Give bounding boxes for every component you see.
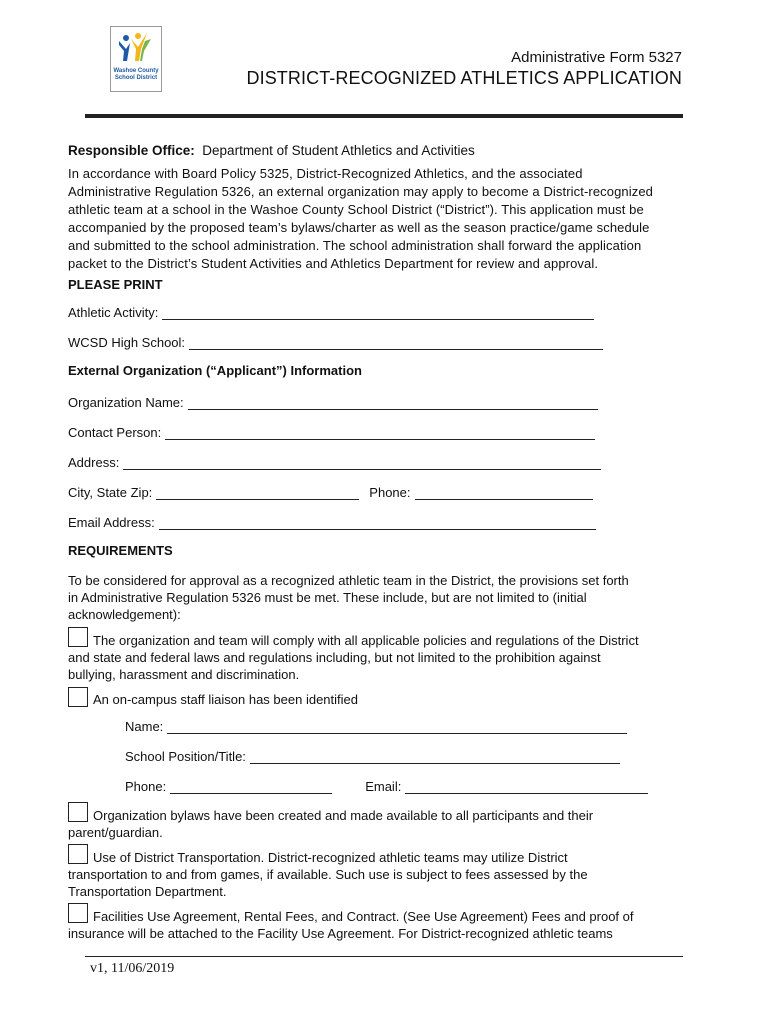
- liaison-name-field[interactable]: [167, 721, 627, 734]
- intro-line: and submitted to the school administration. The school administration shall forward the application: [68, 238, 642, 253]
- requirement-line: parent/guardian.: [68, 825, 163, 840]
- liaison-name-row: [125, 716, 627, 734]
- requirement-line: An on-campus staff liaison has been identified: [93, 692, 358, 707]
- requirement-line: insurance will be attached to the Facility Use Agreement. For District-recognized athletic teams: [68, 926, 613, 941]
- requirement-line: bullying, harassment and discrimination.: [68, 667, 300, 682]
- liaison-position-field[interactable]: [250, 751, 620, 764]
- high-school-label: WCSD High School:: [68, 335, 186, 350]
- city-state-zip-field[interactable]: [156, 487, 359, 500]
- contact-person-label: Contact Person:: [68, 425, 162, 440]
- header-divider: [85, 114, 683, 118]
- email-field[interactable]: [159, 517, 596, 530]
- intro-line: accompanied by the proposed team’s bylaws/charter as well as the season practice/game schedule: [68, 220, 650, 235]
- requirement-line: Use of District Transportation. District-recognized athletic teams may utilize District: [93, 850, 568, 865]
- please-print-heading: PLEASE PRINT: [68, 277, 163, 292]
- district-logo: [110, 26, 162, 92]
- logo-figure-blue: [119, 41, 130, 61]
- requirements-heading: REQUIREMENTS: [68, 543, 173, 558]
- address-label: Address:: [68, 455, 120, 470]
- requirements-intro-line: To be considered for approval as a recognized athletic team in the District, the provisions set forth: [68, 573, 629, 588]
- form-title: DISTRICT-RECOGNIZED ATHLETICS APPLICATION: [246, 68, 682, 88]
- phone-field[interactable]: [415, 487, 593, 500]
- liaison-phone-field[interactable]: [170, 781, 332, 794]
- requirement-5-text: [68, 908, 690, 942]
- requirement-line: Transportation Department.: [68, 884, 227, 899]
- footer-divider: [85, 956, 683, 957]
- logo-text-line1: Washoe County: [113, 68, 159, 74]
- requirements-intro: [68, 572, 690, 623]
- email-label: Email Address:: [68, 515, 155, 530]
- logo-text-line2: School District: [114, 75, 158, 81]
- requirement-line: Organization bylaws have been created and made available to all participants and their: [93, 808, 594, 823]
- applicant-heading: External Organization (“Applicant”) Information: [68, 363, 362, 378]
- liaison-contact-row: [125, 776, 648, 794]
- responsible-office: Responsible Office: Department of Student Athletics and Activities: [68, 143, 475, 158]
- athletic-activity-row: [68, 302, 594, 320]
- requirement-1-text: [68, 632, 690, 683]
- intro-line: In accordance with Board Policy 5325, District-Recognized Athletics, and the associated: [68, 166, 583, 181]
- requirements-intro-line: in Administrative Regulation 5326 must be met. These include, but are not limited to (initial: [68, 590, 587, 605]
- athletic-activity-label: Athletic Activity:: [68, 305, 159, 320]
- liaison-position-row: [125, 746, 620, 764]
- athletic-activity-field[interactable]: [162, 307, 594, 320]
- responsible-office-label: Responsible Office: [68, 143, 191, 158]
- liaison-email-label: Email:: [365, 779, 402, 794]
- city-phone-row: [68, 482, 593, 500]
- contact-person-field[interactable]: [165, 427, 595, 440]
- requirement-line: transportation to and from games, if available. Such use is subject to fees assessed by the: [68, 867, 588, 882]
- requirement-line: Facilities Use Agreement, Rental Fees, and Contract. (See Use Agreement) Fees and proof of: [93, 909, 634, 924]
- district-logo-mark: [111, 27, 161, 91]
- contact-person-row: [68, 422, 595, 440]
- liaison-email-field[interactable]: [405, 781, 648, 794]
- intro-line: Administrative Regulation 5326, an external organization may apply to become a District-recognized: [68, 184, 653, 199]
- address-field[interactable]: [123, 457, 601, 470]
- requirement-2-text: [68, 691, 690, 708]
- organization-name-row: [68, 392, 598, 410]
- address-row: [68, 452, 601, 470]
- liaison-phone-label: Phone:: [125, 779, 167, 794]
- intro-line: packet to the District’s Student Activities and Athletics Department for review and approval.: [68, 256, 599, 271]
- organization-name-field[interactable]: [188, 397, 598, 410]
- version-footer: v1, 11/06/2019: [90, 961, 175, 976]
- requirement-4-text: [68, 849, 690, 900]
- requirement-line: and state and federal laws and regulations including, but not limited to the prohibition against: [68, 650, 601, 665]
- organization-name-label: Organization Name:: [68, 395, 184, 410]
- form-number: Administrative Form 5327: [511, 49, 682, 66]
- phone-label: Phone:: [369, 485, 411, 500]
- high-school-field[interactable]: [189, 337, 603, 350]
- requirement-3-text: [68, 807, 690, 841]
- liaison-position-label: School Position/Title:: [125, 749, 246, 764]
- intro-line: athletic team at a school in the Washoe County School District (“District”). This application must be: [68, 202, 644, 217]
- logo-figure-head-yellow: [135, 33, 141, 39]
- requirement-line: The organization and team will comply with all applicable policies and regulations of the District: [93, 633, 639, 648]
- logo-figure-head-blue: [123, 35, 129, 41]
- city-state-zip-label: City, State Zip:: [68, 485, 153, 500]
- email-row: [68, 512, 596, 530]
- high-school-row: [68, 332, 603, 350]
- intro-paragraph: [68, 165, 690, 273]
- responsible-office-value: Department of Student Athletics and Activities: [202, 143, 475, 158]
- requirements-intro-line: acknowledgement):: [68, 607, 181, 622]
- liaison-name-label: Name:: [125, 719, 164, 734]
